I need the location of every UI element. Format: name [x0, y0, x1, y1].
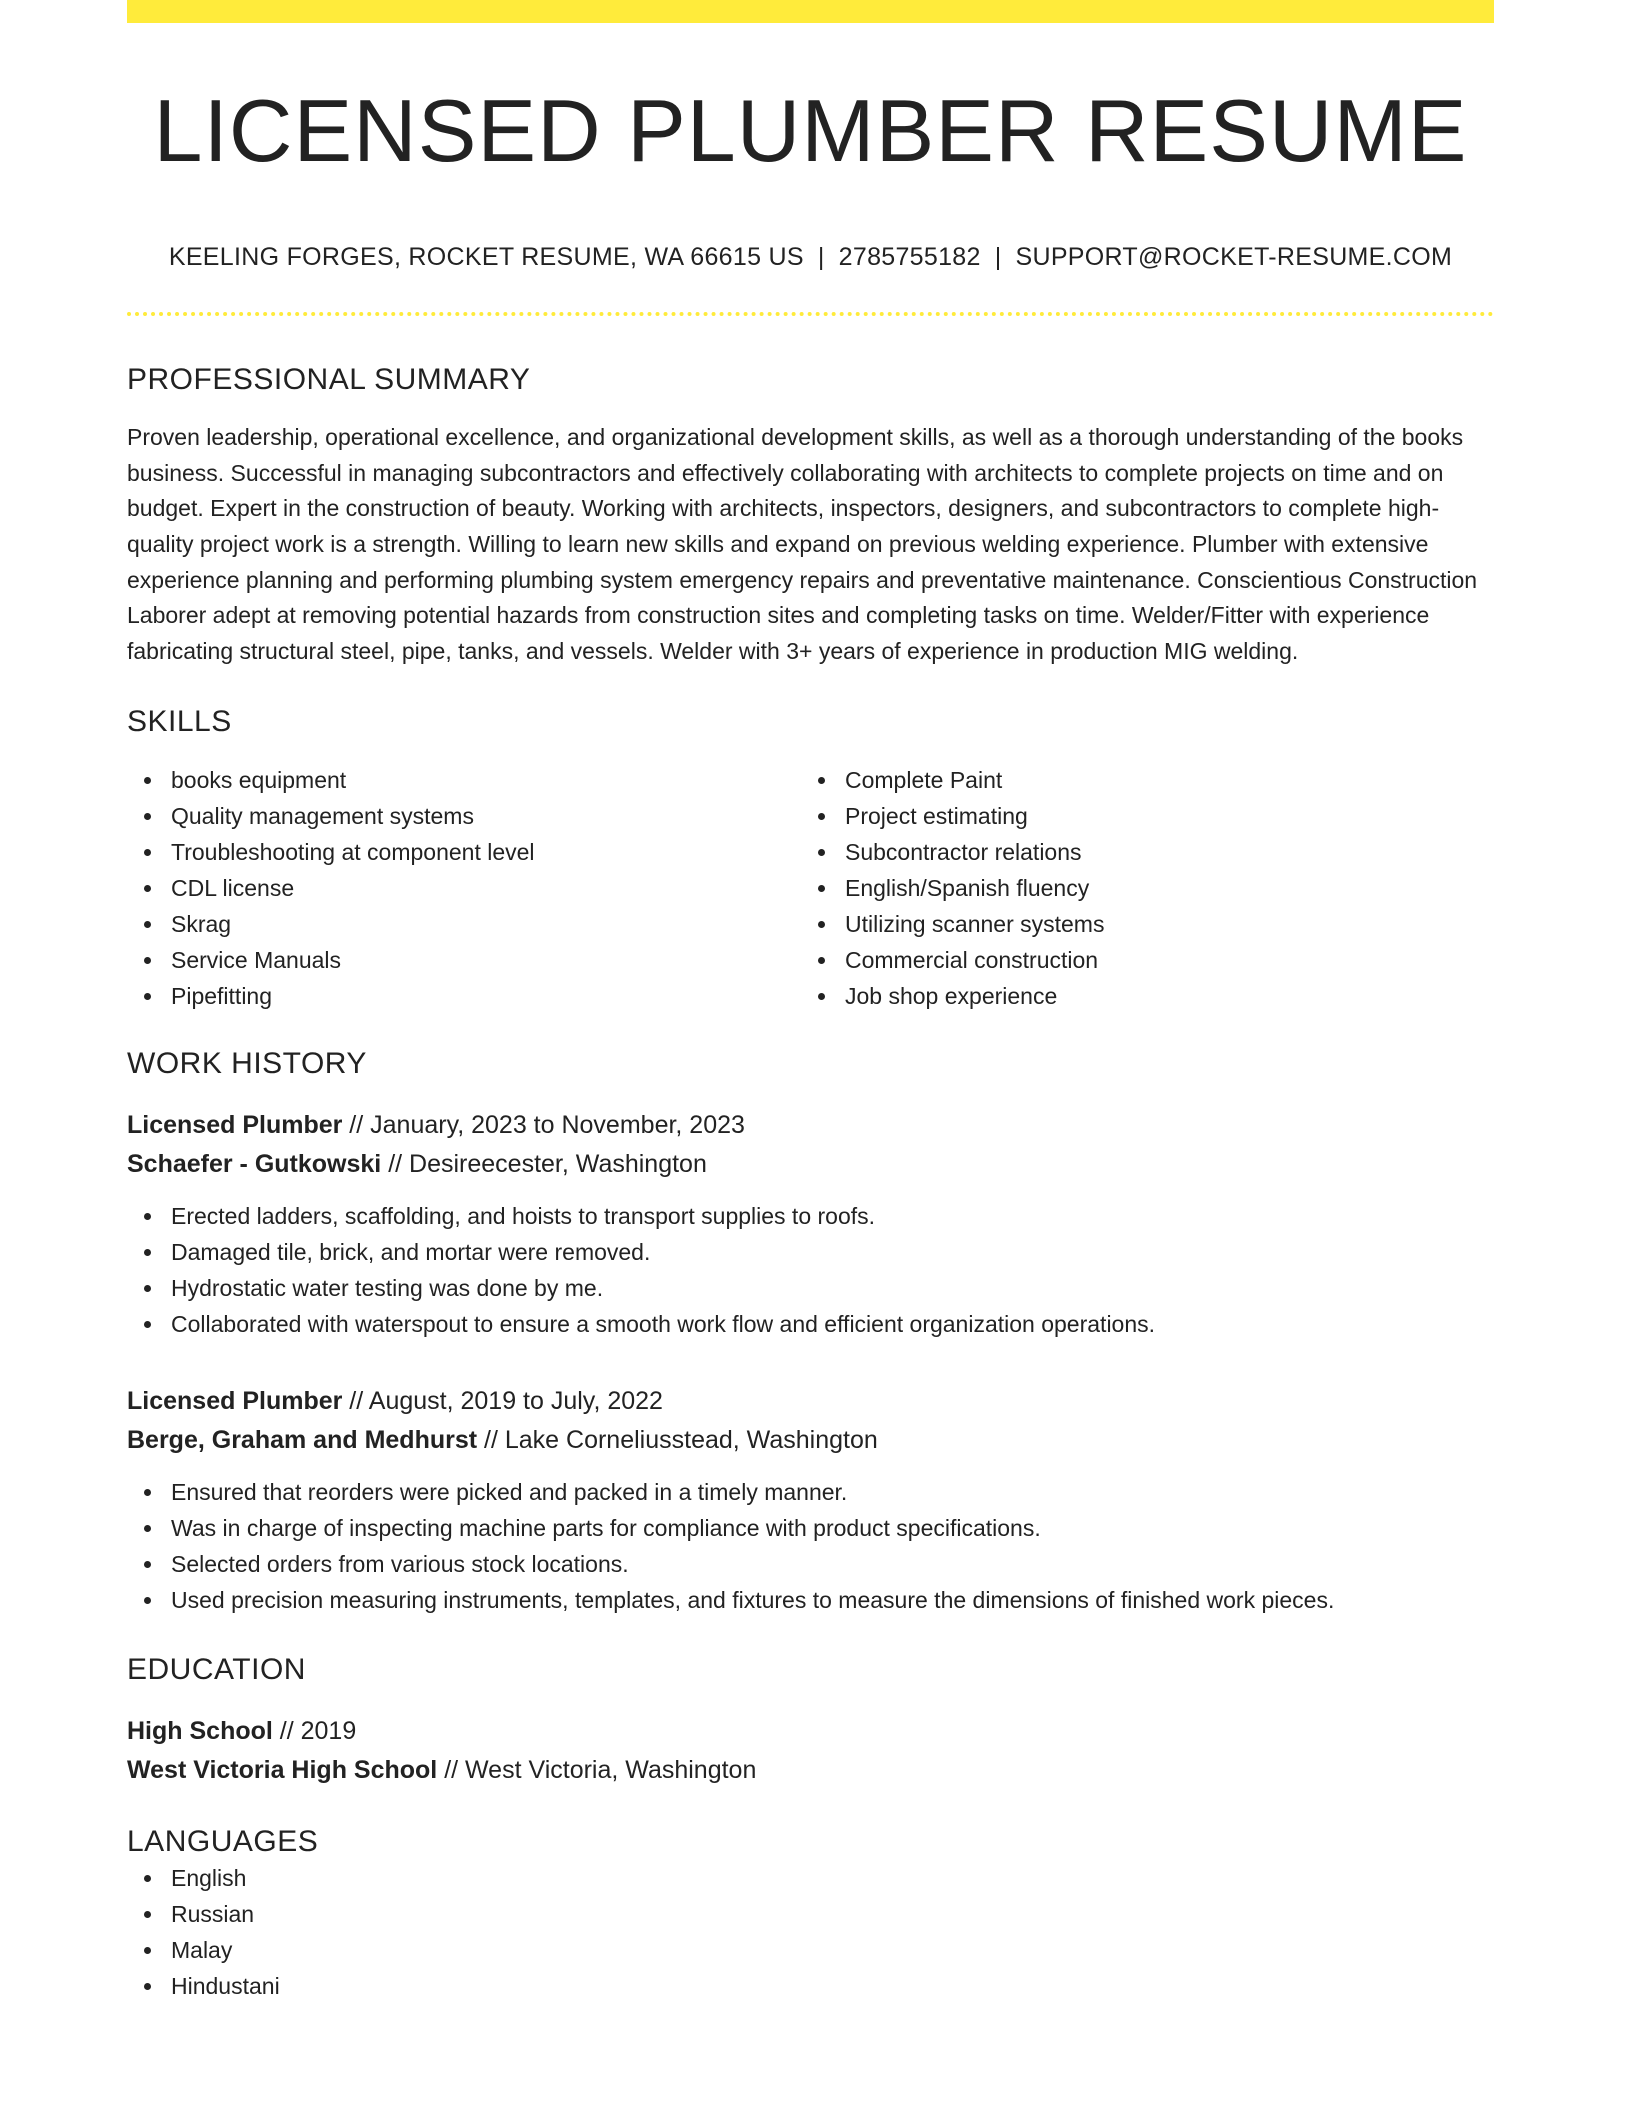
skill-item: Project estimating	[801, 798, 1475, 834]
skill-item: Utilizing scanner systems	[801, 906, 1475, 942]
job-bullet: Was in charge of inspecting machine parts for compliance with product specifications.	[127, 1510, 1494, 1546]
job-bullets	[127, 1474, 1494, 1618]
skill-item: Service Manuals	[127, 942, 801, 978]
languages-list	[127, 1860, 1494, 2004]
language-item: English	[127, 1860, 1494, 1896]
education-school-line	[127, 1751, 1494, 1790]
contact-separator: |	[817, 242, 825, 271]
skills-column-right	[801, 762, 1475, 1014]
job-entry	[127, 1382, 1494, 1618]
skill-item: Commercial construction	[801, 942, 1475, 978]
job-company-line	[127, 1421, 1494, 1460]
job-bullets	[127, 1198, 1494, 1342]
skill-item: Quality management systems	[127, 798, 801, 834]
skill-item: English/Spanish fluency	[801, 870, 1475, 906]
job-company: Schaefer - Gutkowski	[127, 1149, 382, 1178]
job-bullet: Damaged tile, brick, and mortar were removed.	[127, 1234, 1494, 1270]
education-degree-line	[127, 1712, 1494, 1751]
job-bullet: Selected orders from various stock locations.	[127, 1546, 1494, 1582]
accent-top-bar	[127, 0, 1494, 23]
skills-heading: SKILLS	[127, 704, 232, 738]
language-item: Russian	[127, 1896, 1494, 1932]
work-history-heading: WORK HISTORY	[127, 1046, 367, 1080]
contact-email: SUPPORT@ROCKET-RESUME.COM	[1015, 242, 1453, 271]
job-bullet: Erected ladders, scaffolding, and hoists to transport supplies to roofs.	[127, 1198, 1494, 1234]
education-location: // West Victoria, Washington	[437, 1755, 757, 1784]
job-bullet: Collaborated with waterspout to ensure a smooth work flow and efficient organization operations.	[127, 1306, 1494, 1342]
job-title: Licensed Plumber	[127, 1110, 343, 1139]
job-bullet: Ensured that reorders were picked and packed in a timely manner.	[127, 1474, 1494, 1510]
education-heading: EDUCATION	[127, 1652, 306, 1686]
skill-item: Complete Paint	[801, 762, 1475, 798]
education-entry	[127, 1712, 1494, 1790]
skills-grid	[127, 762, 1494, 1014]
language-item: Malay	[127, 1932, 1494, 1968]
skill-item: Skrag	[127, 906, 801, 942]
contact-separator: |	[994, 242, 1002, 271]
job-bullet: Used precision measuring instruments, templates, and fixtures to measure the dimensions of finished work pieces.	[127, 1582, 1494, 1618]
skill-item: Pipefitting	[127, 978, 801, 1014]
skills-list-left	[127, 762, 801, 1014]
contact-address: KEELING FORGES, ROCKET RESUME, WA 66615 US	[168, 242, 804, 271]
job-title-line	[127, 1106, 1494, 1145]
language-item: Hindustani	[127, 1968, 1494, 2004]
job-location: // Lake Corneliusstead, Washington	[477, 1425, 878, 1454]
resume-title: LICENSED PLUMBER RESUME	[153, 81, 1468, 180]
job-title: Licensed Plumber	[127, 1386, 343, 1415]
contact-phone: 2785755182	[838, 242, 981, 271]
summary-text: Proven leadership, operational excellence, and organizational development skills, as well as a thorough understanding of the books business. Successful in managing subcontractors and effectively collaborating with architects to complete projects on time and on budget. Expert in the construction of beauty. Working with architects, inspectors, designers, and subcontractors to complete high-quality project work is a strength. Willing to learn new skills and expand on previous welding experience. Plumber with extensive experience planning and performing plumbing system emergency repairs and preventative maintenance. Conscientious Construction Laborer adept at removing potential hazards from construction sites and completing tasks on time. Welder/Fitter with experience fabricating structural steel, pipe, tanks, and vessels. Welder with 3+ years of experience in production MIG welding.	[127, 423, 1478, 665]
job-dates: // January, 2023 to November, 2023	[342, 1110, 745, 1139]
skill-item: books equipment	[127, 762, 801, 798]
summary-heading: PROFESSIONAL SUMMARY	[127, 362, 531, 396]
skill-item: Troubleshooting at component level	[127, 834, 801, 870]
resume-page	[127, 0, 1494, 2004]
job-dates: // August, 2019 to July, 2022	[342, 1386, 663, 1415]
dotted-divider	[127, 312, 1494, 316]
contact-line	[127, 242, 1494, 272]
skill-item: Subcontractor relations	[801, 834, 1475, 870]
skill-item: CDL license	[127, 870, 801, 906]
job-title-line	[127, 1382, 1494, 1421]
job-company-line	[127, 1145, 1494, 1184]
skills-list-right	[801, 762, 1475, 1014]
job-company: Berge, Graham and Medhurst	[127, 1425, 478, 1454]
education-school: West Victoria High School	[127, 1755, 438, 1784]
skills-column-left	[127, 762, 801, 1014]
job-bullet: Hydrostatic water testing was done by me.	[127, 1270, 1494, 1306]
job-entry	[127, 1106, 1494, 1342]
languages-heading: LANGUAGES	[127, 1824, 319, 1858]
education-degree: High School	[127, 1716, 273, 1745]
education-year: // 2019	[272, 1716, 357, 1745]
job-location: // Desireecester, Washington	[381, 1149, 707, 1178]
skill-item: Job shop experience	[801, 978, 1475, 1014]
